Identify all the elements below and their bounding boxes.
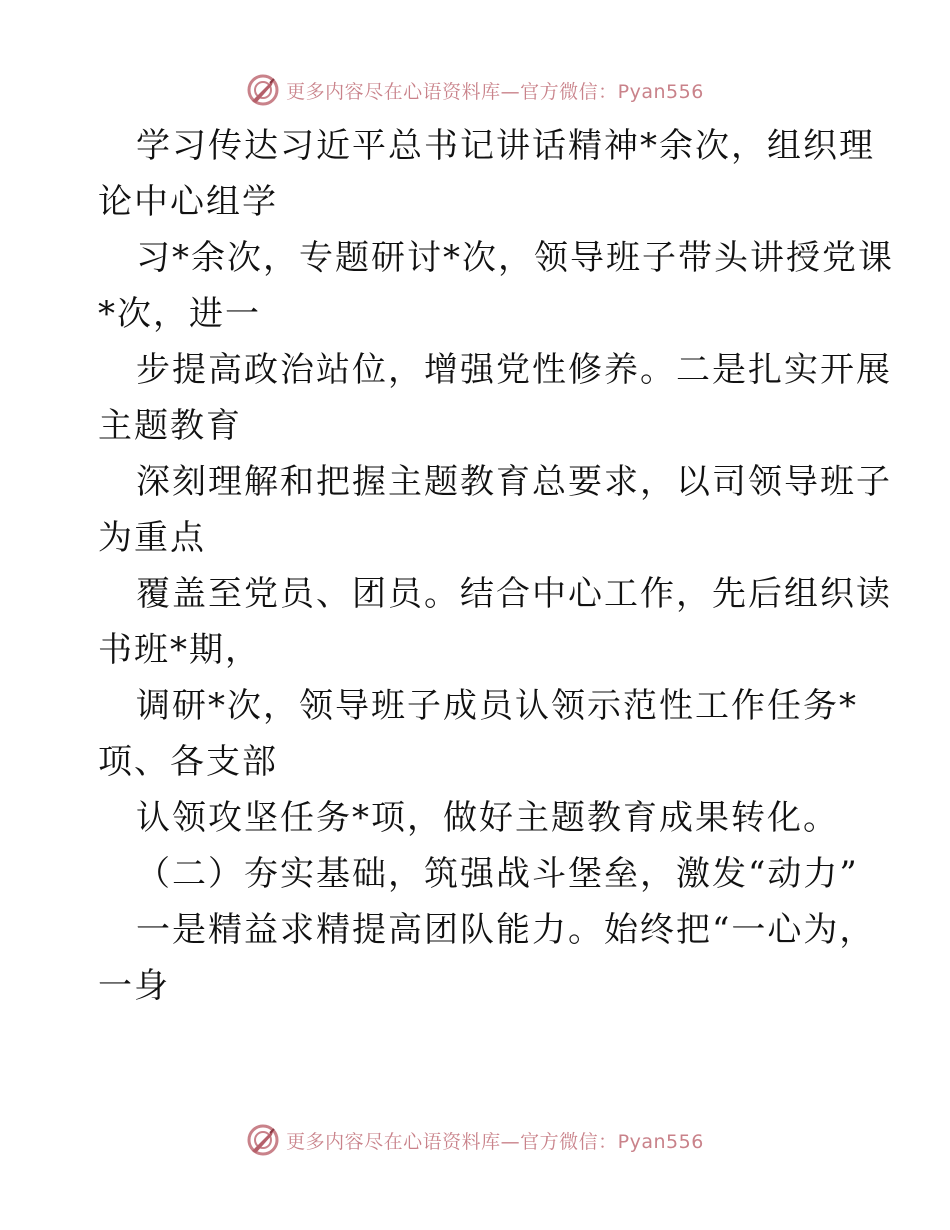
text-line: 一是精益求精提高团队能力。始终把“一心为， <box>136 910 876 950</box>
watermark-text: 更多内容尽在心语资料库—官方微信：Pyan556 <box>286 80 704 103</box>
document-body <box>98 118 894 1014</box>
text-line: 主题教育 <box>98 406 242 446</box>
watermark-footer <box>0 1120 950 1160</box>
text-line: 一身 <box>98 966 170 1006</box>
section-heading: （二）夯实基础，筑强战斗堡垒，激发“动力” <box>136 854 859 894</box>
text-line: 认领攻坚任务*项，做好主题教育成果转化。 <box>136 798 839 838</box>
watermark-text: 更多内容尽在心语资料库—官方微信：Pyan556 <box>286 1130 704 1153</box>
pen-logo-icon <box>246 1123 280 1157</box>
text-line: 习*余次，专题研讨*次，领导班子带头讲授党课 <box>136 238 894 278</box>
text-line: 为重点 <box>98 518 206 558</box>
text-line: 深刻理解和把握主题教育总要求，以司领导班子 <box>136 462 892 502</box>
text-line: 项、各支部 <box>98 742 278 782</box>
text-line: 论中心组学 <box>98 182 278 222</box>
text-line: 步提高政治站位，增强党性修养。二是扎实开展 <box>136 350 892 390</box>
text-line: 覆盖至党员、团员。结合中心工作，先后组织读 <box>136 574 892 614</box>
pen-logo-icon <box>246 73 280 107</box>
text-line: 调研*次，领导班子成员认领示范性工作任务* <box>136 686 858 726</box>
text-line: 书班*期， <box>98 630 261 670</box>
watermark-header <box>0 70 950 110</box>
text-line: *次，进一 <box>98 294 261 334</box>
text-line: 学习传达习近平总书记讲话精神*余次，组织理 <box>136 126 875 166</box>
